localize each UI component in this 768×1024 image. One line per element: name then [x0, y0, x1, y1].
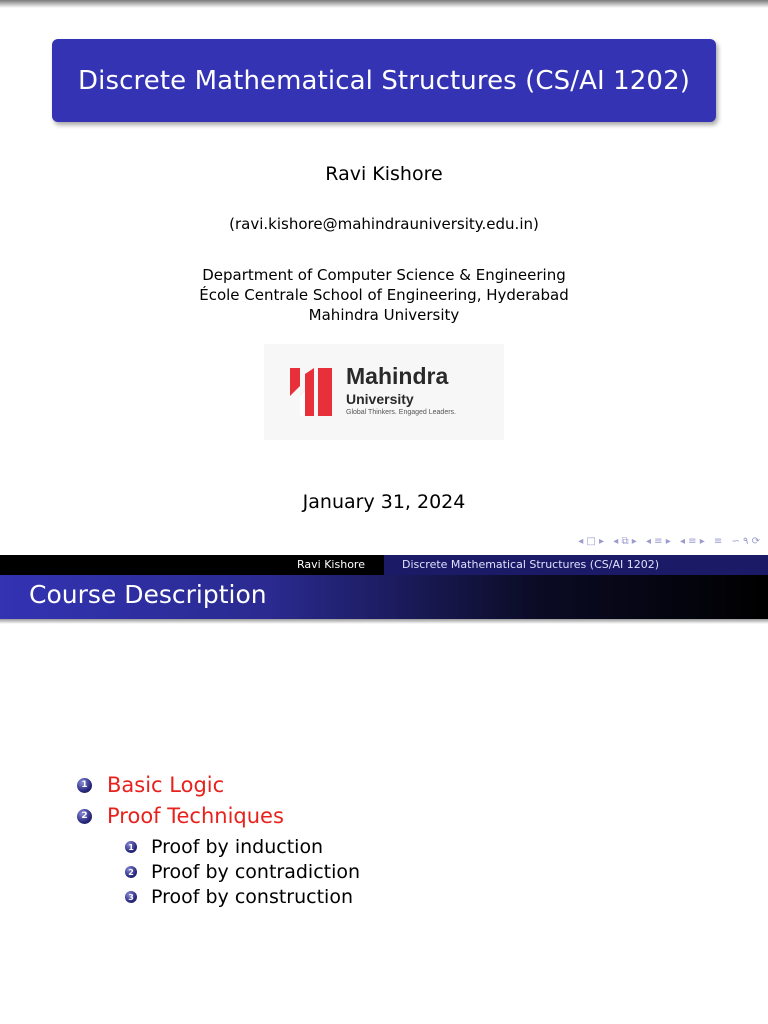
- mahindra-logo-mark-icon: [288, 366, 334, 418]
- sublist-item: [125, 836, 323, 858]
- logo-name: Mahindra: [346, 363, 449, 389]
- list-item: [77, 773, 224, 797]
- nav-search-back-icon[interactable]: ∽ ۹ ⟳: [731, 536, 760, 547]
- affiliation-line: Department of Computer Science & Engineering: [202, 266, 566, 284]
- list-item-label: Proof Techniques: [107, 804, 284, 828]
- university-logo: [264, 344, 504, 440]
- frame-title-shadow: [0, 619, 768, 624]
- nav-subsection-list-icon[interactable]: ◂ ≡ ▸: [679, 536, 705, 547]
- affiliation: [0, 265, 768, 325]
- logo-tagline: Global Thinkers. Engaged Leaders.: [346, 409, 456, 416]
- item-number-badge: 2: [77, 809, 92, 824]
- affiliation-line: École Centrale School of Engineering, Hyderabad: [199, 286, 569, 304]
- nav-section-icon[interactable]: ◂ ≡ ▸: [645, 536, 671, 547]
- logo-subtitle: University: [346, 391, 414, 407]
- frame-title: Course Description: [29, 580, 267, 609]
- presentation-title: Discrete Mathematical Structures (CS/AI 1202): [78, 65, 690, 96]
- slide-footer: [0, 555, 768, 575]
- subitem-number-badge: 1: [125, 841, 137, 853]
- author-name: Ravi Kishore: [325, 163, 443, 185]
- subitem-number-badge: 3: [125, 891, 137, 903]
- affiliation-line: Mahindra University: [308, 306, 460, 324]
- presentation-date: January 31, 2024: [302, 491, 466, 513]
- nav-frame-icon[interactable]: ◂ □ ▸: [578, 536, 605, 547]
- nav-subsection-icon[interactable]: ◂ ⧉ ▸: [613, 536, 637, 547]
- item-number-badge: 1: [77, 778, 92, 793]
- list-item: [77, 804, 284, 828]
- footer-author: Ravi Kishore: [280, 555, 382, 575]
- beamer-navigation-bar: [572, 536, 760, 547]
- sublist-item-label: Proof by contradiction: [151, 861, 361, 883]
- subitem-number-badge: 2: [125, 866, 137, 878]
- nav-toc-icon[interactable]: ≡: [713, 536, 723, 547]
- list-item-label: Basic Logic: [107, 773, 225, 797]
- sublist-item-label: Proof by induction: [151, 836, 324, 858]
- sublist-item-label: Proof by construction: [151, 886, 353, 908]
- sublist-item: [125, 886, 353, 908]
- title-box: [52, 39, 716, 122]
- frame-title-bar: [0, 575, 768, 619]
- sublist-item: [125, 861, 360, 883]
- footer-title: Discrete Mathematical Structures (CS/AI 1202): [384, 555, 768, 575]
- author-email: (ravi.kishore@mahindrauniversity.edu.in): [229, 215, 539, 233]
